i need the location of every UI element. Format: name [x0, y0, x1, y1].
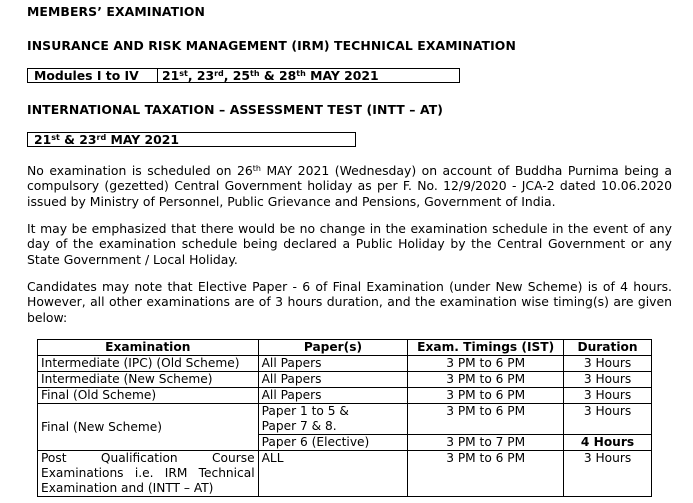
table-header-row [38, 340, 652, 356]
intt-exam-heading: INTERNATIONAL TAXATION – ASSESSMENT TEST (INTT – AT) [27, 102, 444, 117]
members-examination-heading: MEMBERS’ EXAMINATION [27, 4, 206, 19]
timing-cell: 3 PM to 6 PM [408, 388, 564, 404]
duration-note-paragraph: Candidates may note that Elective Paper - 6 of Final Examination (under New Scheme) is of 4 hours. However, all other examinations are of 3 hours duration, and the examination wise timing(s) are given below: [27, 279, 672, 325]
paper-line-1: Paper 1 to 5 & [261, 404, 349, 418]
table-row [38, 451, 652, 497]
timing-cell: 3 PM to 6 PM [408, 356, 564, 372]
paper-cell: All Papers [258, 356, 408, 372]
paper-cell [258, 404, 408, 435]
header-examination: Examination [38, 340, 259, 356]
irm-exam-heading: INSURANCE AND RISK MANAGEMENT (IRM) TECHNICAL EXAMINATION [27, 38, 516, 53]
header-timings: Exam. Timings (IST) [408, 340, 564, 356]
intt-schedule-box [27, 132, 356, 147]
timing-cell: 3 PM to 6 PM [408, 404, 564, 435]
duration-cell: 3 Hours [564, 388, 652, 404]
irm-box-divider [157, 69, 158, 82]
paper-cell: ALL [258, 451, 408, 497]
header-papers: Paper(s) [258, 340, 408, 356]
paper-cell: Paper 6 (Elective) [258, 435, 408, 451]
header-duration: Duration [564, 340, 652, 356]
exam-cell: Final (Old Scheme) [38, 388, 259, 404]
table-row [38, 404, 652, 435]
table-row [38, 356, 652, 372]
timing-cell: 3 PM to 6 PM [408, 451, 564, 497]
exam-timings-table [37, 339, 652, 497]
exam-cell: Intermediate (IPC) (Old Scheme) [38, 356, 259, 372]
schedule-change-paragraph: It may be emphasized that there would be no change in the examination schedule in the event of any day of the examination schedule being declared a Public Holiday by the Central Government or any State Government / Local Holiday. [27, 221, 672, 267]
duration-cell: 3 Hours [564, 372, 652, 388]
irm-schedule-box [27, 68, 460, 83]
table-row [38, 388, 652, 404]
paper-line-2: Paper 7 & 8. [261, 419, 337, 433]
intt-dates: 21st & 23rd MAY 2021 [34, 132, 180, 147]
exam-cell: Final (New Scheme) [38, 404, 259, 451]
duration-cell: 3 Hours [564, 451, 652, 497]
timing-cell: 3 PM to 7 PM [408, 435, 564, 451]
timing-cell: 3 PM to 6 PM [408, 372, 564, 388]
irm-dates: 21st, 23rd, 25th & 28th MAY 2021 [162, 68, 379, 83]
exam-cell: Post Qualification Course Examinations i.e. IRM Technical Examination and (INTT – AT) [38, 451, 259, 497]
holiday-notice-paragraph: No examination is scheduled on 26th MAY 2021 (Wednesday) on account of Buddha Purnima being a compulsory (gezetted) Central Government holiday as per F. No. 12/9/2020 - JCA-2 dated 10.06.2020 issued by Ministry of Personnel, Public Grievance and Pensions, Government of India. [27, 163, 672, 209]
duration-cell: 3 Hours [564, 356, 652, 372]
duration-cell: 3 Hours [564, 404, 652, 435]
paper-cell: All Papers [258, 388, 408, 404]
paper-cell: All Papers [258, 372, 408, 388]
table-row [38, 372, 652, 388]
duration-cell: 4 Hours [564, 435, 652, 451]
exam-cell: Intermediate (New Scheme) [38, 372, 259, 388]
irm-modules-label: Modules I to IV [34, 68, 139, 83]
